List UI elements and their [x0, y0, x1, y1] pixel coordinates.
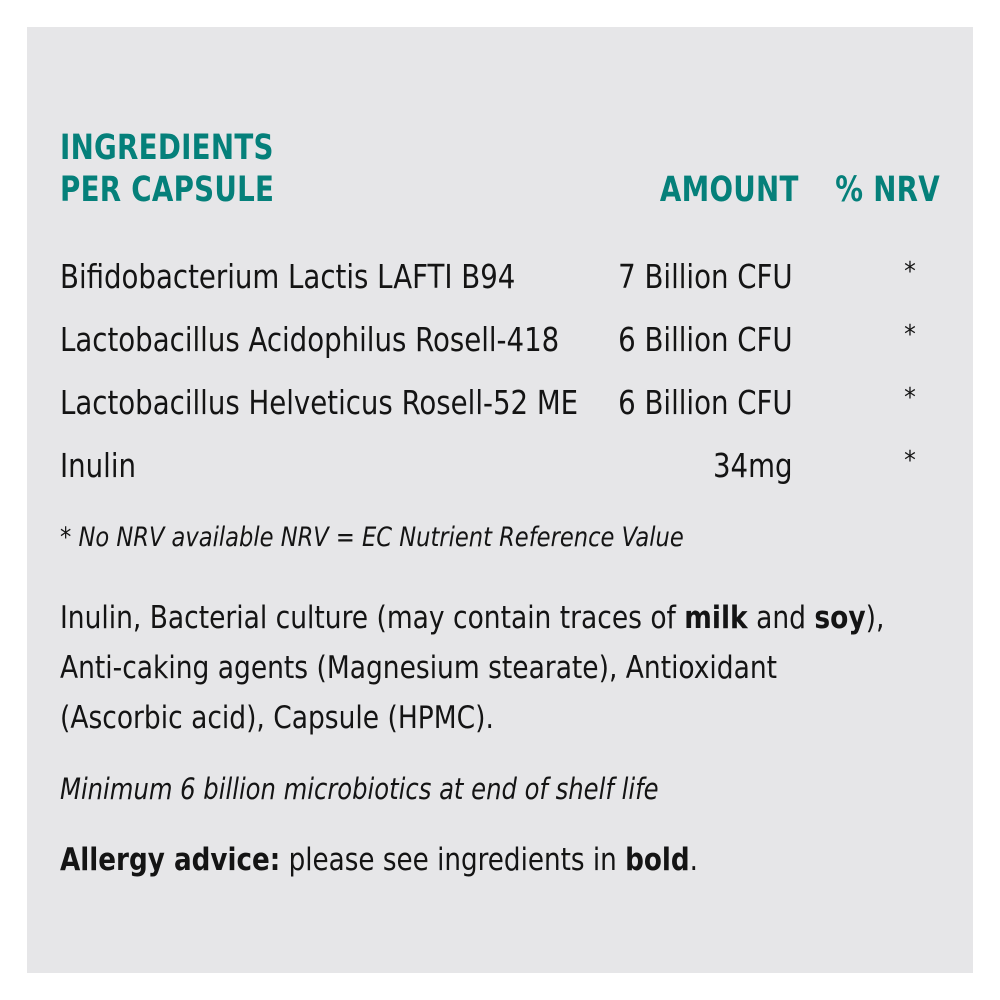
ingredient-name: Bifidobacterium Lactis LAFTI B94 — [60, 257, 516, 296]
ingredient-amount: 6 Billion CFU — [618, 320, 793, 359]
allergy-advice-period: . — [689, 842, 698, 878]
table-header — [60, 127, 940, 223]
statement-part-2: and — [747, 600, 815, 636]
table-row — [60, 255, 940, 318]
ingredient-name: Inulin — [60, 446, 136, 485]
column-header-nrv: % NRV — [835, 170, 940, 210]
ingredient-amount: 34mg — [713, 446, 793, 485]
ingredients-statement — [60, 593, 904, 743]
page-title — [60, 127, 274, 211]
allergen-milk: milk — [684, 600, 748, 636]
ingredients-label-panel — [27, 27, 973, 973]
ingredient-amount: 7 Billion CFU — [618, 257, 793, 296]
ingredient-nrv: * — [904, 446, 916, 476]
shelf-life-note: Minimum 6 billion microbiotics at end of shelf life — [60, 772, 659, 806]
label-content — [60, 27, 940, 973]
ingredient-nrv: * — [904, 257, 916, 287]
column-header-amount: AMOUNT — [660, 170, 799, 210]
ingredient-name: Lactobacillus Acidophilus Rosell-418 — [60, 320, 560, 359]
ingredients-table-body — [60, 255, 940, 507]
statement-part-3: ), Anti-caking agents (Magnesium stearate), Antioxidant (Ascorbic acid), Capsule (HPMC). — [60, 600, 885, 736]
allergy-advice-emphasis: bold — [625, 842, 690, 878]
table-row — [60, 381, 940, 444]
title-line-1: INGREDIENTS — [60, 128, 274, 168]
ingredient-nrv: * — [904, 320, 916, 350]
allergy-advice-label: Allergy advice: — [60, 842, 281, 878]
allergen-soy: soy — [814, 600, 866, 636]
title-line-2: PER CAPSULE — [60, 170, 275, 210]
table-row — [60, 318, 940, 381]
nrv-footnote: * No NRV available NRV = EC Nutrient Reference Value — [60, 522, 684, 553]
allergy-advice-text: please see ingredients in — [280, 842, 626, 878]
table-row — [60, 444, 940, 507]
statement-part-1: Inulin, Bacterial culture (may contain traces of — [60, 600, 685, 636]
ingredient-nrv: * — [904, 383, 916, 413]
ingredient-amount: 6 Billion CFU — [618, 383, 793, 422]
allergy-advice — [60, 839, 698, 881]
ingredient-name: Lactobacillus Helveticus Rosell-52 ME — [60, 383, 579, 422]
